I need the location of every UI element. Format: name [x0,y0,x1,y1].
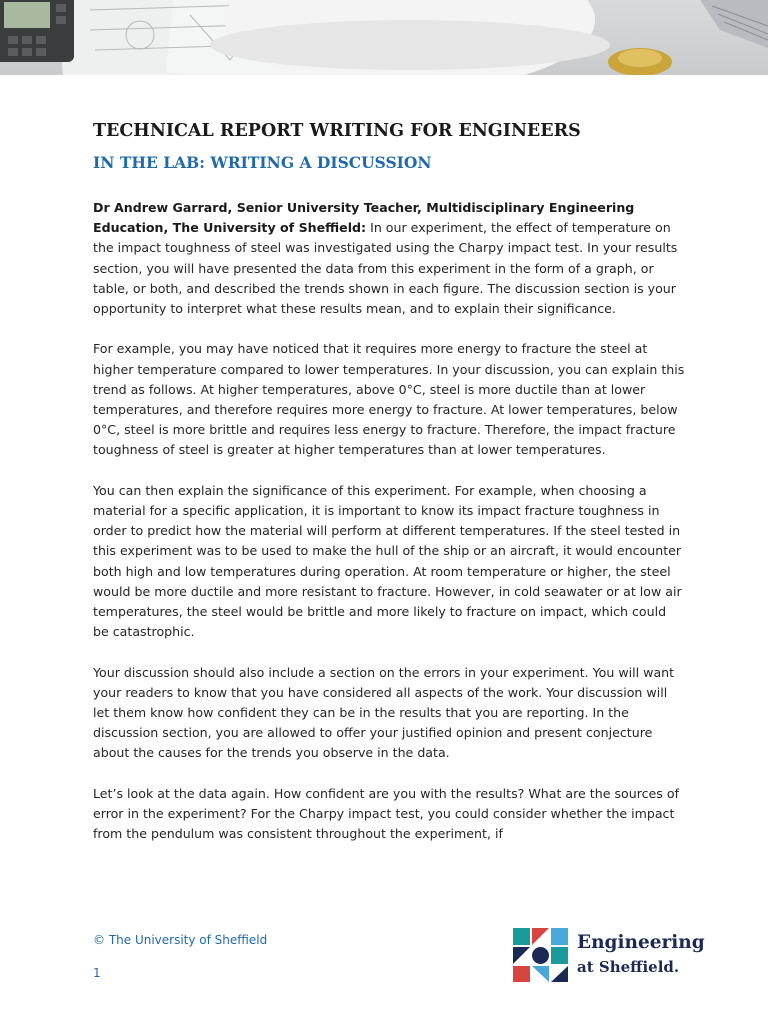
author-credit: Dr Andrew Garrard, Senior University Teacher, Multidisciplinary Engineering Education, The University of Sheffield: [93,200,635,236]
header-banner-image [0,0,768,75]
document-subtitle: IN THE LAB: WRITING A DISCUSSION [93,153,432,172]
copyright-notice: © The University of Sheffield [93,933,268,947]
logo-text-sheffield: at Sheffield. [577,958,680,976]
paragraph-example: For example, you may have noticed that it requires more energy to fracture the steel at higher temperature compared to lower temperatures. In your discussion, you can explain this trend as follows. At higher temperatures, above 0°C, steel is more ductile than at lower temperatures, and therefore requires more energy to fracture. At lower temperatures, below 0°C, steel is more brittle and requires less energy to fracture. Therefore, the impact fracture toughness of steel is greater at higher temperatures than at lower temperatures. [93,341,685,458]
sheffield-geometric-mark-icon [513,928,569,982]
paragraph-errors: Your discussion should also include a section on the errors in your experiment. You will want your readers to know that you have considered all aspects of the work. Your discussion will let them know how confident they can be in the results that you are reporting. In the discussion section, you are allowed to offer your justified opinion and present conjecture about the causes for the trends you observe in the data. [93,664,675,761]
engineering-desk-photo-icon [0,0,768,75]
paragraph-data-review: Let’s look at the data again. How confident are you with the results? What are the sources of error in the experiment? For the Charpy impact test, you could consider whether the impact from the pendulum was consistent throughout the experiment, if [93,785,679,842]
paragraph-significance: You can then explain the significance of this experiment. For example, when choosing a material for a specific application, it is important to know its impact fracture toughness in order to predict how the material will perform at different temperatures. If the steel tested in this experiment was to be used to make the hull of the ship or an aircraft, it would encounter both high and low temperatures during operation. At room temperature or higher, the steel would be more ductile and more resistant to fracture. However, in cold seawater or at low air temperatures, the steel would be brittle and more likely to fracture on impact, which could be catastrophic. [93,482,682,640]
page-number: 1 [93,966,101,980]
document-title: TECHNICAL REPORT WRITING FOR ENGINEERS [93,121,581,141]
paragraph-intro [93,198,685,319]
paragraph-text: In our experiment, the effect of temperature on the impact toughness of steel was investigated using the Charpy impact test. In your results section, you will have presented the data from this experiment in the form of a graph, or table, or both, and described the trends shown in each figure. The discussion section is your opportunity to interpret what these results mean, and to explain their significance. [93,220,678,317]
engineering-sheffield-logo [513,928,713,984]
document-body [93,198,685,908]
logo-text-engineering: Engineering [577,932,705,953]
